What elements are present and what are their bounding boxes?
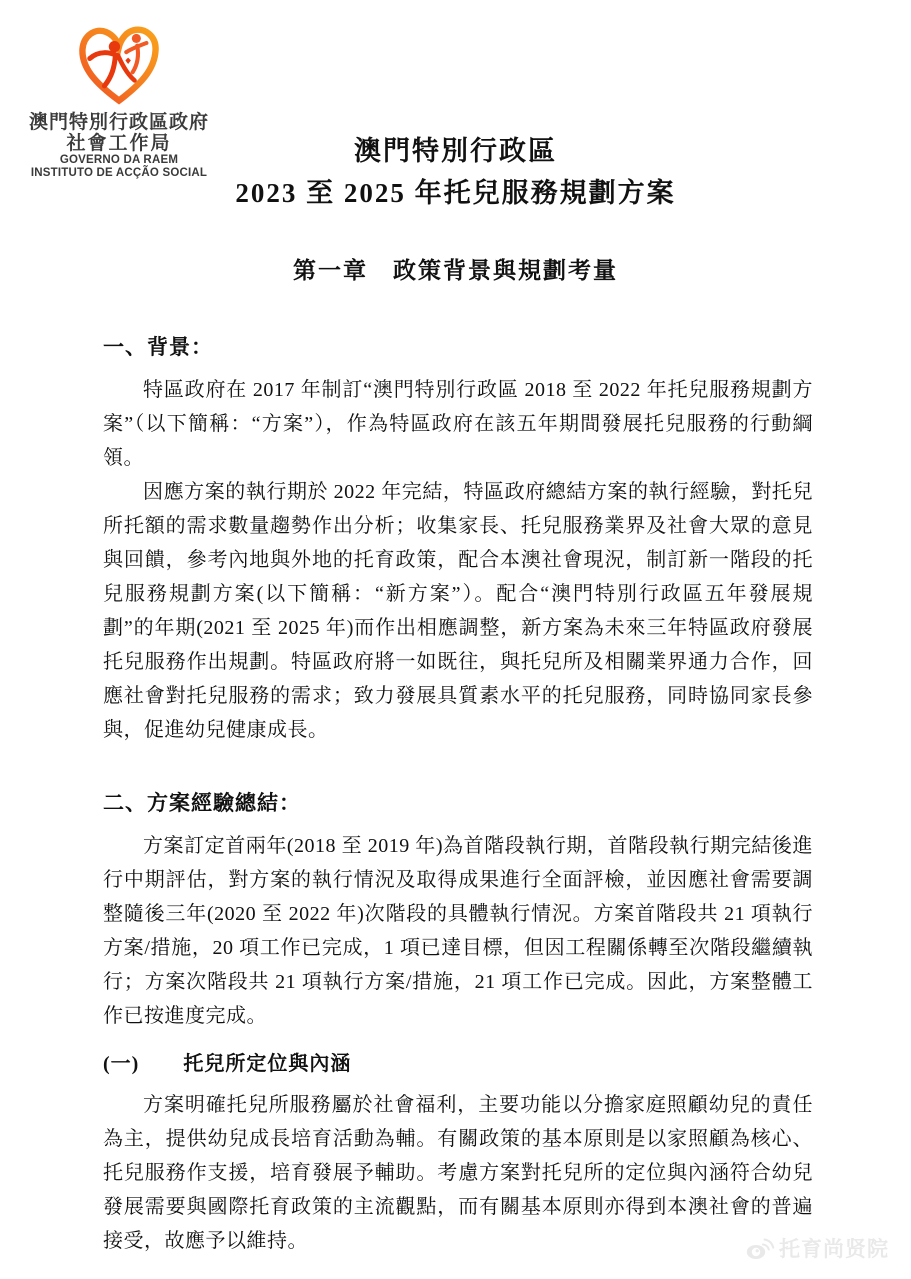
section-1-paragraph-1: 特區政府在 2017 年制訂“澳門特別行政區 2018 至 2022 年托兒服務規劃方案”（以下簡稱：“方案”），作為特區政府在該五年期間發展托兒服務的行動綱領。 xyxy=(103,379,813,469)
section-2-paragraph-1: 方案訂定首兩年(2018 至 2019 年)為首階段執行期，首階段執行期完結後進行中期評估，對方案的執行情況及取得成果進行全面評檢，並因應社會需要調整隨後三年(2020 至 2022 年)次階段的具體執行情況。方案首階段共 21 項執行方案/措施，20 項工作已完成，1 項已達目標，但因工程關係轉至次階段繼續執行；方案次階段共 21 項執行方案/措施，21 項工作已完成。因此，方案整體工作已按進度完成。 xyxy=(103,835,813,1027)
agency-block xyxy=(18,22,220,180)
heart-figures-logo-icon xyxy=(73,22,165,106)
document-title-line1: 澳門特別行政區 xyxy=(354,136,557,166)
subsection-1-paragraph-1: 方案明確托兒所服務屬於社會福利，主要功能以分擔家庭照顧幼兒的責任為主，提供幼兒成長培育活動為輔。有關政策的基本原則是以家照顧為核心、托兒服務作支援，培育發展予輔助。考慮方案對托兒所的定位與內涵符合幼兒發展需要與國際托育政策的主流觀點，而有關基本原則亦得到本澳社會的普遍接受，故應予以維持。 xyxy=(103,1094,813,1252)
section-1-heading: 一、背景： xyxy=(103,335,213,359)
subsection-1-heading xyxy=(103,1047,813,1076)
document-body xyxy=(103,331,813,1258)
weibo-icon xyxy=(745,1235,775,1261)
watermark-text: 托育尚贤院 xyxy=(779,1238,889,1261)
subsection-1-number: (一) xyxy=(103,1053,140,1075)
section-1-paragraph-2: 因應方案的執行期於 2022 年完結，特區政府總結方案的執行經驗，對托兒所托額的需求數量趨勢作出分析；收集家長、托兒服務業界及社會大眾的意見與回饋，參考內地與外地的托育政策，配合本澳社會現況，制訂新一階段的托兒服務規劃方案(以下簡稱：“新方案”）。配合“澳門特別行政區五年發展規劃”的年期(2021 至 2025 年)而作出相應調整，新方案為未來三年特區政府發展托兒服務作出規劃。特區政府將一如既往，與托兒所及相關業界通力合作，回應社會對托兒服務的需求；致力發展具質素水平的托兒服務，同時協同家長參與，促進幼兒健康成長。 xyxy=(103,481,813,741)
agency-name-zh-line1: 澳門特別行政區政府 xyxy=(28,112,209,133)
chapter-heading: 第一章 政策背景與規劃考量 xyxy=(293,258,618,283)
section-2-heading: 二、方案經驗總結： xyxy=(103,791,301,815)
agency-name-zh-line2: 社會工作局 xyxy=(66,133,172,154)
agency-name-pt-line1: GOVERNO DA RAEM xyxy=(59,154,179,166)
document-title-line2: 2023 至 2025 年托兒服務規劃方案 xyxy=(235,178,676,208)
watermark xyxy=(745,1233,889,1263)
subsection-1-title: 托兒所定位與內涵 xyxy=(183,1053,352,1075)
agency-name-pt-line2: INSTITUTO DE ACÇÃO SOCIAL xyxy=(30,167,208,179)
